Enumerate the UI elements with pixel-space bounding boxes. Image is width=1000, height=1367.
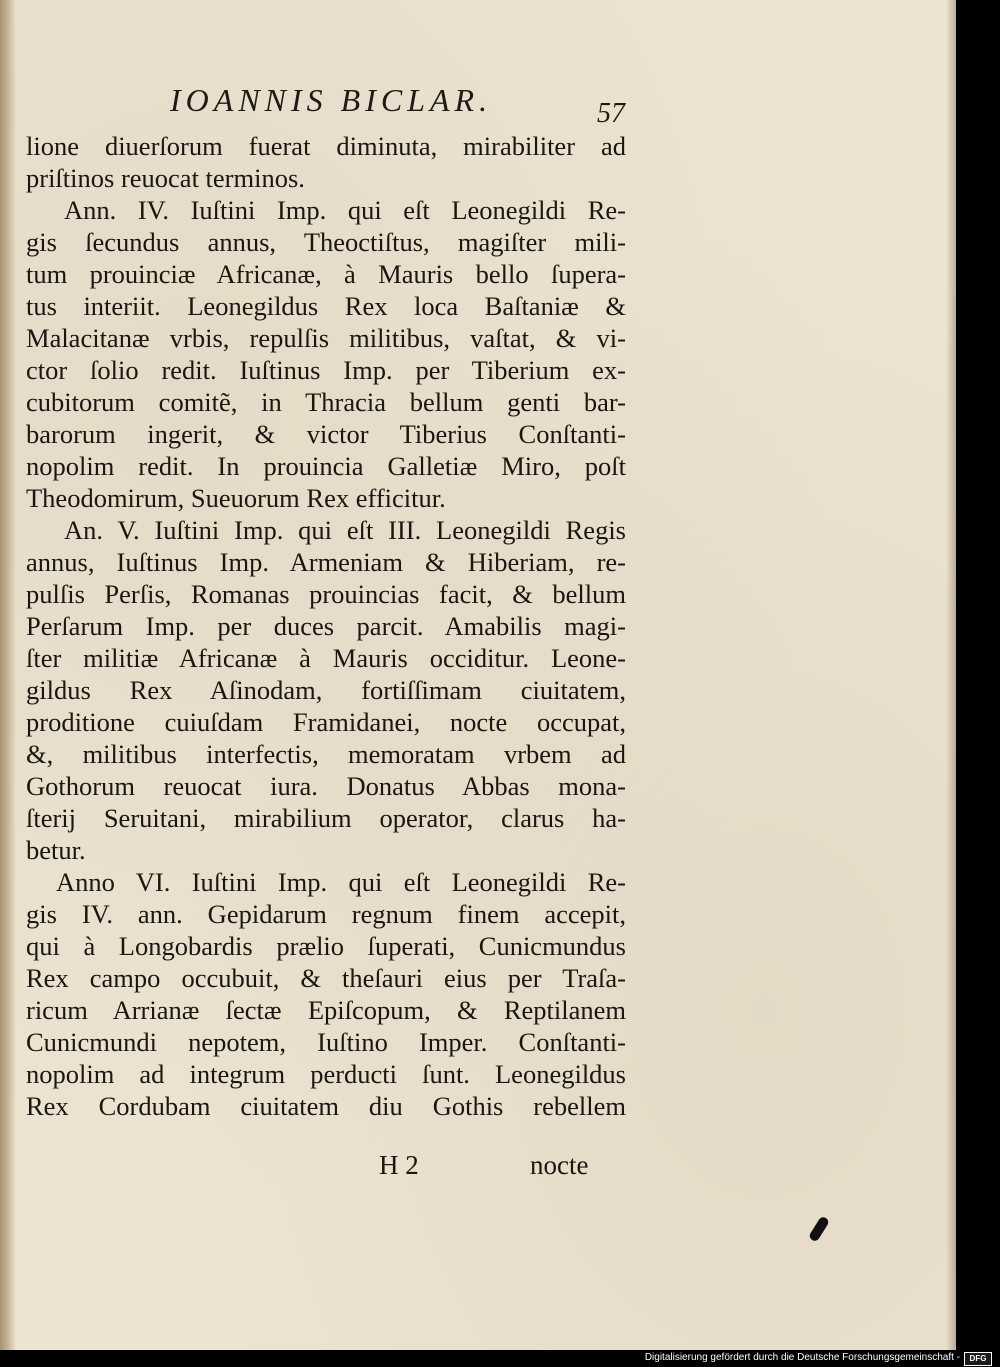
catchword: nocte bbox=[530, 1150, 589, 1180]
text-line: qui à Longobardis prælio ſuperati, Cunicmundus bbox=[26, 931, 626, 961]
text-line: annus, Iuſtinus Imp. Armeniam & Hiberiam, re- bbox=[26, 547, 626, 577]
text-line: Rex campo occubuit, & theſauri eius per Traſa- bbox=[26, 963, 626, 993]
text-line: gildus Rex Aſinodam, fortiſſimam ciuitatem, bbox=[26, 675, 626, 705]
text-line: gis ſecundus annus, Theoctiſtus, magiſter mili- bbox=[26, 227, 626, 257]
page-number: 57 bbox=[597, 98, 625, 129]
text-line: cubitorum comitẽ, in Thracia bellum genti bar- bbox=[26, 387, 626, 417]
text-line: ſterij Seruitani, mirabilium operator, clarus ha- bbox=[26, 803, 626, 833]
text-line: tum prouinciæ Africanæ, à Mauris bello ſupera- bbox=[26, 259, 626, 289]
page-edge-shadow bbox=[946, 0, 956, 1350]
text-line: nopolim ad integrum perducti ſunt. Leonegildus bbox=[26, 1059, 626, 1089]
dfg-logo-icon: DFG bbox=[964, 1352, 992, 1366]
text-line: An. V. Iuſtini Imp. qui eſt III. Leonegildi Regis bbox=[64, 515, 626, 545]
text-line: nopolim redit. In prouincia Galletiæ Miro, poſt bbox=[26, 451, 626, 481]
page-gutter bbox=[0, 0, 16, 1350]
text-line: barorum ingerit, & victor Tiberius Conſtanti- bbox=[26, 419, 626, 449]
signature-mark: H 2 bbox=[379, 1150, 419, 1180]
text-line: priſtinos reuocat terminos. bbox=[26, 163, 305, 193]
text-line: ctor ſolio redit. Iuſtinus Imp. per Tiberium ex- bbox=[26, 355, 626, 385]
text-line: proditione cuiuſdam Framidanei, nocte occupat, bbox=[26, 707, 626, 737]
digitization-credit: Digitalisierung gefördert durch die Deutsche Forschungsgemeinschaft - bbox=[644, 1352, 960, 1363]
text-line: Rex Cordubam ciuitatem diu Gothis rebellem bbox=[26, 1091, 626, 1121]
text-line: Gothorum reuocat iura. Donatus Abbas mona- bbox=[26, 771, 626, 801]
body-text bbox=[26, 130, 626, 1122]
text-line: ricum Arrianæ ſectæ Epiſcopum, & Reptilanem bbox=[26, 995, 626, 1025]
text-line: pulſis Perſis, Romanas prouincias facit, & bellum bbox=[26, 579, 626, 609]
text-line: Ann. IV. Iuſtini Imp. qui eſt Leonegildi Re- bbox=[64, 195, 626, 225]
running-head: IOANNIS BICLAR. bbox=[170, 82, 493, 118]
text-line: gis IV. ann. Gepidarum regnum finem accepit, bbox=[26, 899, 626, 929]
ink-mark bbox=[808, 1215, 830, 1242]
text-line: lione diuerſorum fuerat diminuta, mirabiliter ad bbox=[26, 131, 626, 161]
text-line: ſter militiæ Africanæ à Mauris occiditur. Leone- bbox=[26, 643, 626, 673]
text-line: Theodomirum, Sueuorum Rex efficitur. bbox=[26, 483, 446, 513]
text-line: Perſarum Imp. per duces parcit. Amabilis magi- bbox=[26, 611, 626, 641]
text-line: tus interiit. Leonegildus Rex loca Baſtaniæ & bbox=[26, 291, 626, 321]
text-line: Malacitanæ vrbis, repulſis militibus, vaſtat, & vi- bbox=[26, 323, 626, 353]
text-line: Anno VI. Iuſtini Imp. qui eſt Leonegildi Re- bbox=[56, 867, 626, 897]
text-line: &, militibus interfectis, memoratam vrbem ad bbox=[26, 739, 626, 769]
text-line: Cunicmundi nepotem, Iuſtino Imper. Conſtanti- bbox=[26, 1027, 626, 1057]
text-line: betur. bbox=[26, 835, 86, 865]
